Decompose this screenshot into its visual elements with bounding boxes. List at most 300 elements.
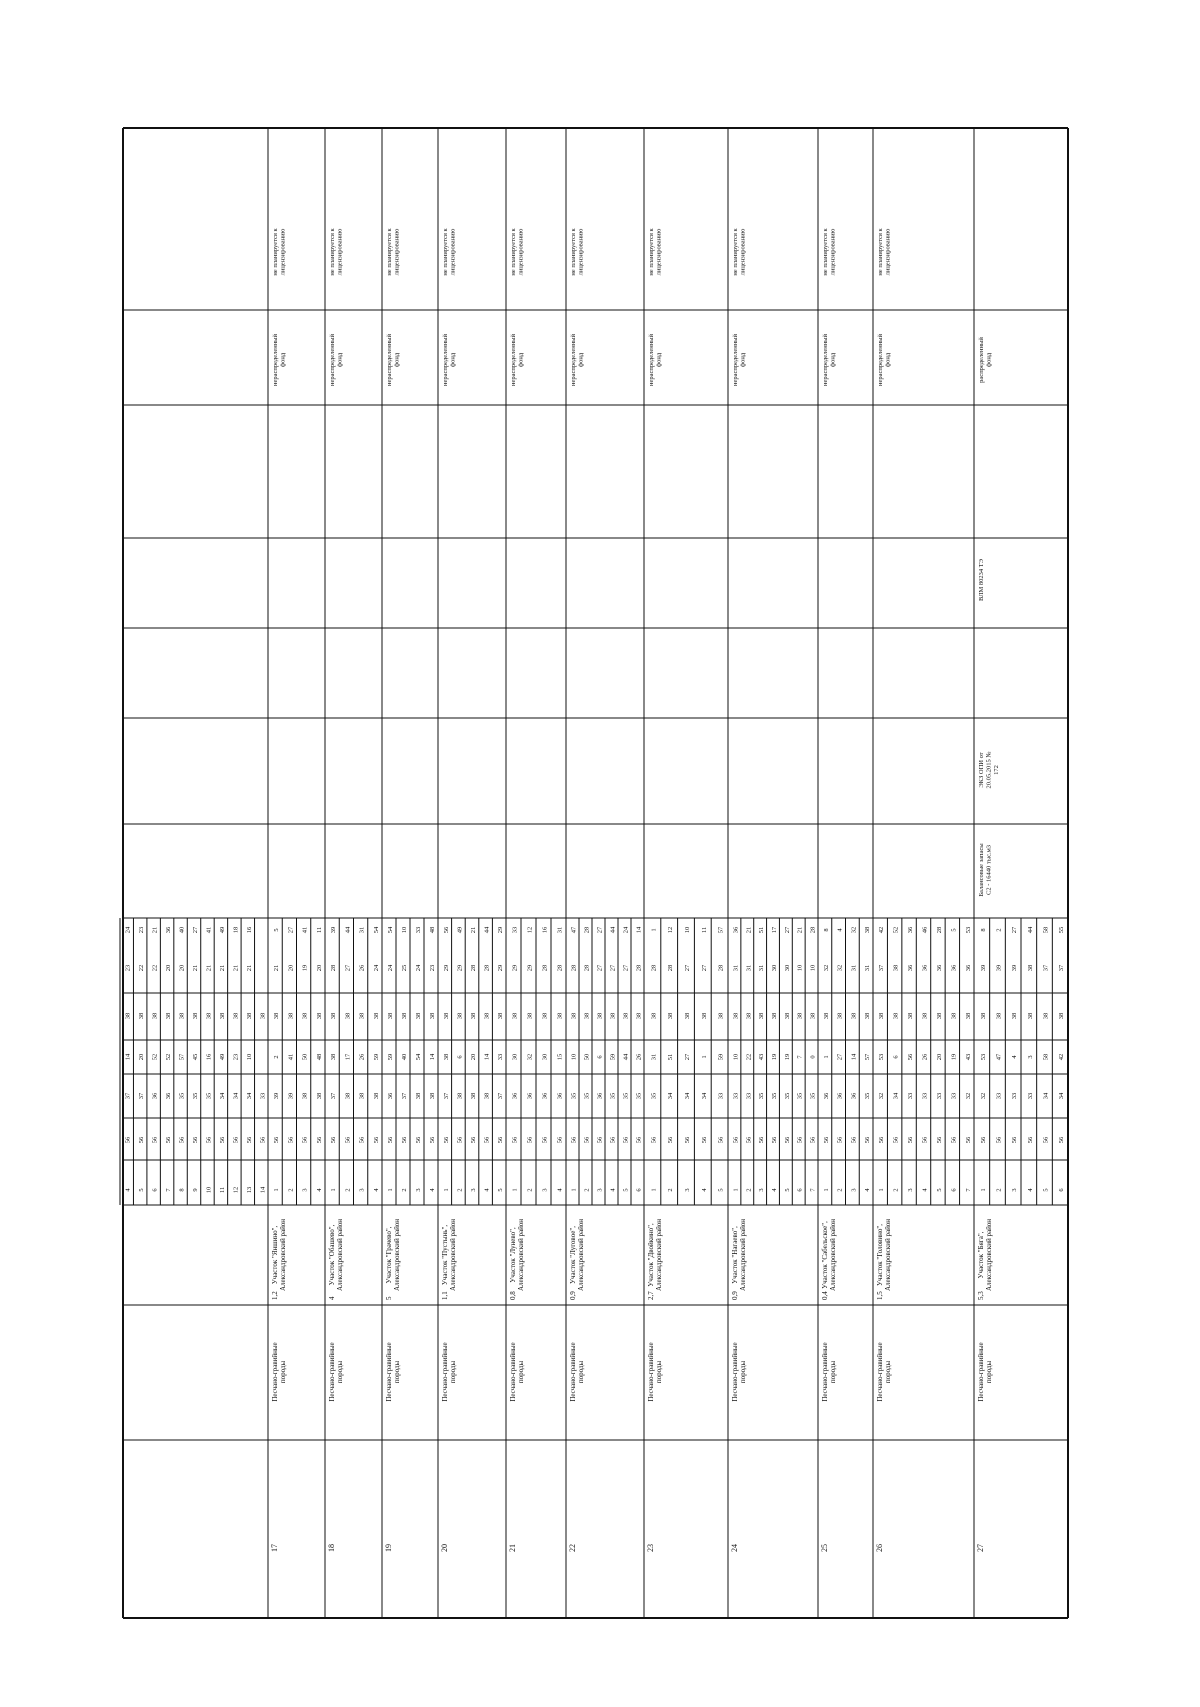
section-number: 21 <box>508 1544 517 1552</box>
section-26-cell-a: 56 <box>907 1136 915 1144</box>
reserves-value: 4 <box>328 1296 336 1300</box>
section-19-cell-b: 37 <box>401 1092 408 1100</box>
section-22-cell-f: 47 <box>570 926 578 934</box>
section-24-cell-n: 5 <box>783 1188 791 1192</box>
prev-section-cell-a: 56 <box>245 1136 253 1144</box>
section-22-cell-b: 35 <box>609 1092 617 1100</box>
section-20-cell-f: 44 <box>483 926 491 934</box>
section-21-cell-e: 29 <box>511 964 519 972</box>
section-26-cell-b: 32 <box>964 1092 972 1100</box>
section-19-cell-b: 36 <box>387 1092 394 1100</box>
section-24-cell-e: 31 <box>758 964 766 972</box>
prev-section-cell-c: 45 <box>192 1053 199 1061</box>
prev-section-cell-b: 35 <box>192 1092 199 1100</box>
section-20-cell-a: 56 <box>442 1136 450 1144</box>
section-24-cell-c: 0 <box>809 1055 817 1059</box>
section-27-cell-d: 38 <box>1026 1012 1034 1020</box>
section-18-cell-c: 26 <box>358 1053 366 1061</box>
section-27-cell-b: 32 <box>979 1092 987 1100</box>
section-24-cell-c: 10 <box>732 1053 740 1061</box>
section-26-cell-f: 42 <box>878 926 886 934</box>
rock-type: Песчано-гравийныепороды <box>977 1342 994 1402</box>
reserves-value: 1,5 <box>876 1291 884 1300</box>
section-23-cell-n: 2 <box>667 1188 675 1192</box>
section-20-cell-n: 3 <box>470 1188 477 1192</box>
section-24-cell-a: 56 <box>796 1136 804 1144</box>
section-21-cell-c: 30 <box>511 1053 519 1061</box>
section-22-cell-n: 3 <box>596 1188 604 1192</box>
section-20-cell-e: 29 <box>497 964 505 972</box>
section-20-cell-e: 28 <box>483 964 491 972</box>
section-24-cell-e: 10 <box>809 964 817 972</box>
section-24-cell-n: 7 <box>809 1188 817 1192</box>
section-26-cell-e: 37 <box>878 964 886 972</box>
section-20-cell-a: 56 <box>470 1136 477 1144</box>
section-19-cell-f: 33 <box>415 926 422 934</box>
section-number: 25 <box>820 1544 829 1552</box>
section-24-cell-n: 2 <box>745 1188 753 1192</box>
licensing-plan: не планируется клицензированию <box>272 228 287 276</box>
section-21-cell-f: 16 <box>541 926 549 934</box>
section-22-cell-b: 35 <box>635 1092 643 1100</box>
section-21-cell-f: 12 <box>526 926 534 934</box>
prev-section-cell-d: 38 <box>165 1012 173 1020</box>
prev-section-cell-e: 22 <box>138 964 146 972</box>
section-20-cell-n: 4 <box>483 1188 491 1192</box>
section-22-cell-e: 28 <box>583 964 591 972</box>
section-21-cell-c: 30 <box>541 1053 549 1061</box>
prev-section-cell-d: 38 <box>178 1012 186 1020</box>
section-24-cell-d: 38 <box>758 1012 766 1020</box>
prev-section-cell-n: 13 <box>245 1186 253 1194</box>
section-27-cell-b: 33 <box>995 1092 1003 1100</box>
section-26-cell-e: 36 <box>935 964 943 972</box>
section-24-cell-f: 28 <box>809 926 817 934</box>
section-27-cell-e: 37 <box>1042 964 1050 972</box>
section-22-cell-c: 6 <box>596 1055 604 1059</box>
section-19-cell-d: 38 <box>401 1012 408 1020</box>
section-24-cell-b: 35 <box>758 1092 766 1100</box>
section-22-cell-c: 44 <box>622 1053 630 1061</box>
section-25-cell-b: 36 <box>836 1092 844 1100</box>
section-27-cell-b: 34 <box>1058 1092 1066 1100</box>
section-19-cell-c: 14 <box>429 1053 436 1061</box>
section-21-cell-e: 28 <box>541 964 549 972</box>
section-20-cell-e: 29 <box>456 964 464 972</box>
section-26-cell-d: 38 <box>921 1012 929 1020</box>
section-25-cell-n: 2 <box>836 1188 844 1192</box>
prev-section-cell-d: 38 <box>245 1012 253 1020</box>
rock-type: Песчано-гравийныепороды <box>509 1342 526 1402</box>
section-number: 20 <box>440 1544 449 1552</box>
section-22-cell-f: 28 <box>583 926 591 934</box>
section-26-cell-d: 38 <box>935 1012 943 1020</box>
site-name: Участок "Обашево",Александровский район <box>328 1218 345 1292</box>
section-25-cell-b: 35 <box>864 1092 872 1100</box>
section-23-cell-f: 57 <box>717 926 725 934</box>
prev-section-cell-e: 21 <box>218 964 226 972</box>
section-26-cell-n: 4 <box>921 1188 929 1192</box>
section-22-cell-a: 56 <box>635 1136 643 1144</box>
section-24-cell-d: 38 <box>732 1012 740 1020</box>
section-26-cell-f: 46 <box>921 926 929 934</box>
section-20-cell-n: 2 <box>456 1188 464 1192</box>
reserves-value: 5 <box>385 1296 393 1300</box>
section-19-cell-n: 2 <box>401 1188 408 1192</box>
section-18-cell-e: 27 <box>344 964 352 972</box>
section-20-cell-b: 38 <box>483 1092 491 1100</box>
section-23-cell-e: 28 <box>650 964 658 972</box>
section-24-cell-c: 7 <box>796 1055 804 1059</box>
section-19-cell-e: 25 <box>401 964 408 972</box>
section-21-cell-a: 56 <box>511 1136 519 1144</box>
prev-section-cell-b: 33 <box>259 1092 267 1100</box>
section-27-cell-f: 44 <box>1026 926 1034 934</box>
prev-section-cell-c: 52 <box>165 1053 173 1061</box>
section-24-cell-a: 56 <box>732 1136 740 1144</box>
section-23-cell-e: 28 <box>667 964 675 972</box>
section-26-cell-a: 56 <box>892 1136 900 1144</box>
section-22-cell-e: 27 <box>622 964 630 972</box>
section-20-cell-c: 20 <box>470 1053 477 1061</box>
section-18-cell-n: 4 <box>372 1188 380 1192</box>
reserves-value: 1,2 <box>271 1291 279 1300</box>
section-27-cell-e: 39 <box>1011 964 1019 972</box>
section-19-cell-a: 56 <box>387 1136 394 1144</box>
section-23-cell-b: 34 <box>667 1092 675 1100</box>
section-26-cell-f: 36 <box>907 926 915 934</box>
prev-section-cell-n: 4 <box>124 1188 132 1192</box>
section-24-cell-a: 56 <box>771 1136 778 1144</box>
section-18-cell-d: 38 <box>372 1012 380 1020</box>
prev-section-cell-d: 38 <box>151 1012 159 1020</box>
section-17-cell-n: 3 <box>301 1188 309 1192</box>
section-18-cell-f: 31 <box>358 926 366 934</box>
section-17-cell-n: 4 <box>315 1188 323 1192</box>
prev-section-cell-a: 56 <box>218 1136 226 1144</box>
section-24-cell-n: 1 <box>732 1188 740 1192</box>
prev-section-cell-f: 24 <box>124 926 132 934</box>
section-17-cell-n: 1 <box>273 1188 281 1192</box>
section-26-cell-c: 20 <box>935 1053 943 1061</box>
section-22-cell-b: 35 <box>583 1092 591 1100</box>
section-23-cell-d: 38 <box>650 1012 658 1020</box>
section-17-cell-b: 38 <box>315 1092 323 1100</box>
section-27-cell-f: 27 <box>1011 926 1019 934</box>
section-27-cell-c: 4 <box>1011 1055 1019 1059</box>
section-27-cell-n: 3 <box>1011 1188 1019 1192</box>
prev-section-cell-d: 38 <box>138 1012 146 1020</box>
prev-section-cell-n: 12 <box>232 1186 240 1194</box>
prev-section-cell-b: 35 <box>205 1092 213 1100</box>
prev-section-cell-d: 38 <box>218 1012 226 1020</box>
section-26-cell-a: 56 <box>935 1136 943 1144</box>
section-20-cell-e: 28 <box>470 964 477 972</box>
prev-section-cell-b: 36 <box>151 1092 159 1100</box>
licensing-plan: не планируется клицензированию <box>648 228 663 276</box>
section-27-cell-d: 38 <box>1042 1012 1050 1020</box>
section-24-cell-b: 33 <box>745 1092 753 1100</box>
balance-reserves: Балансовые запасыС2 - 16440 тыс.м3 <box>978 843 993 897</box>
prev-section-cell-c: 49 <box>218 1053 226 1061</box>
section-19-cell-b: 38 <box>429 1092 436 1100</box>
section-19-cell-n: 1 <box>387 1188 394 1192</box>
section-19-cell-f: 54 <box>387 926 394 934</box>
section-24-cell-e: 31 <box>732 964 740 972</box>
section-17-cell-n: 2 <box>287 1188 295 1192</box>
rock-type: Песчано-гравийныепороды <box>647 1342 664 1402</box>
section-26-cell-c: 19 <box>950 1053 958 1061</box>
section-24-cell-f: 36 <box>732 926 740 934</box>
licensing-plan: не планируется клицензированию <box>442 228 457 276</box>
section-24-cell-e: 10 <box>796 964 804 972</box>
prev-section-cell-e: 22 <box>151 964 159 972</box>
section-18-cell-b: 38 <box>344 1092 352 1100</box>
section-24-cell-d: 38 <box>783 1012 791 1020</box>
section-18-cell-a: 56 <box>330 1136 338 1144</box>
section-27-cell-n: 6 <box>1058 1188 1066 1192</box>
section-24-cell-c: 22 <box>745 1053 753 1061</box>
section-20-cell-f: 21 <box>470 926 477 934</box>
section-25-cell-c: 1 <box>822 1055 830 1059</box>
section-17-cell-b: 39 <box>273 1092 281 1100</box>
section-26-cell-n: 1 <box>878 1188 886 1192</box>
site-name: Участок "Лунево",Александровский район <box>509 1218 526 1292</box>
section-27-cell-c: 47 <box>995 1053 1003 1061</box>
section-number: 17 <box>270 1544 279 1552</box>
section-26-cell-f: 5 <box>950 928 958 932</box>
section-21-cell-e: 29 <box>526 964 534 972</box>
reserves-value: 2,7 <box>647 1291 655 1300</box>
section-18-cell-f: 54 <box>372 926 380 934</box>
section-26-cell-e: 36 <box>950 964 958 972</box>
prev-section-cell-a: 56 <box>192 1136 199 1144</box>
prev-section-cell-c: 52 <box>151 1053 159 1061</box>
section-26-cell-f: 53 <box>964 926 972 934</box>
section-18-cell-b: 37 <box>330 1092 338 1100</box>
section-18-cell-a: 56 <box>372 1136 380 1144</box>
section-24-cell-a: 56 <box>758 1136 766 1144</box>
section-17-cell-f: 11 <box>315 926 323 934</box>
site-name: Участок "Пустынь",Александровский район <box>441 1218 458 1292</box>
section-26-cell-e: 36 <box>964 964 972 972</box>
fund-status: нераспределенныйфонд <box>329 333 344 387</box>
site-name: Участок "Бяга",Александровский район <box>977 1218 994 1292</box>
prev-section-cell-c: 20 <box>138 1053 146 1061</box>
prev-section-cell-f: 18 <box>232 926 240 934</box>
section-25-cell-f: 8 <box>822 928 830 932</box>
section-17-cell-f: 41 <box>301 926 309 934</box>
section-23-cell-a: 56 <box>717 1136 725 1144</box>
section-20-cell-f: 29 <box>497 926 505 934</box>
section-number: 24 <box>730 1544 739 1552</box>
section-24-cell-c: 19 <box>783 1053 791 1061</box>
section-26-cell-b: 32 <box>878 1092 886 1100</box>
site-name: Участок "Нагаево",Александровский район <box>731 1218 748 1292</box>
section-23-cell-c: 1 <box>700 1055 708 1059</box>
section-19-cell-f: 10 <box>401 926 408 934</box>
section-26-cell-a: 56 <box>921 1136 929 1144</box>
section-17-cell-f: 5 <box>273 928 281 932</box>
prev-section-cell-f: 49 <box>218 926 226 934</box>
section-21-cell-b: 36 <box>541 1092 549 1100</box>
section-26-cell-c: 6 <box>892 1055 900 1059</box>
prev-section-cell-d: 38 <box>124 1012 132 1020</box>
section-27-cell-e: 37 <box>1058 964 1066 972</box>
section-26-cell-n: 3 <box>907 1188 915 1192</box>
section-19-cell-f: 48 <box>429 926 436 934</box>
section-25-cell-e: 32 <box>822 964 830 972</box>
section-23-cell-c: 31 <box>650 1053 658 1061</box>
section-23-cell-b: 35 <box>650 1092 658 1100</box>
section-25-cell-f: 38 <box>864 926 872 934</box>
reserves-value: 0,8 <box>509 1291 517 1300</box>
prev-section-cell-c: 10 <box>245 1053 253 1061</box>
section-19-cell-a: 56 <box>429 1136 436 1144</box>
section-26-cell-a: 56 <box>950 1136 958 1144</box>
section-24-cell-f: 17 <box>771 926 778 934</box>
rock-type: Песчано-гравийныепороды <box>876 1342 893 1402</box>
section-22-cell-e: 28 <box>570 964 578 972</box>
section-27-cell-c: 53 <box>979 1053 987 1061</box>
section-27-cell-b: 34 <box>1042 1092 1050 1100</box>
section-26-cell-d: 38 <box>878 1012 886 1020</box>
section-24-cell-a: 56 <box>809 1136 817 1144</box>
licensing-plan: не планируется клицензированию <box>570 228 585 276</box>
section-18-cell-d: 38 <box>344 1012 352 1020</box>
section-19-cell-n: 3 <box>415 1188 422 1192</box>
section-23-cell-b: 34 <box>684 1092 691 1100</box>
section-22-cell-d: 38 <box>583 1012 591 1020</box>
fund-status: нераспределенныйфонд <box>442 333 457 387</box>
section-number: 26 <box>875 1544 884 1552</box>
section-23-cell-d: 38 <box>717 1012 725 1020</box>
prev-section-cell-a: 56 <box>232 1136 240 1144</box>
prev-section-cell-a: 56 <box>178 1136 186 1144</box>
section-27-cell-c: 3 <box>1026 1055 1034 1059</box>
licensing-plan: не планируется клицензированию <box>386 228 401 276</box>
prev-section-cell-f: 36 <box>165 926 173 934</box>
prev-section-cell-b: 37 <box>124 1092 132 1100</box>
prev-section-cell-d: 38 <box>232 1012 240 1020</box>
section-18-cell-e: 24 <box>372 964 380 972</box>
section-19-cell-d: 38 <box>387 1012 394 1020</box>
fund-status: нераспределенныйфонд <box>272 333 287 387</box>
licensing-plan: не планируется клицензированию <box>732 228 747 276</box>
section-24-cell-f: 21 <box>796 926 804 934</box>
prev-section-cell-b: 34 <box>245 1092 253 1100</box>
section-21-cell-f: 33 <box>511 926 519 934</box>
section-20-cell-b: 38 <box>470 1092 477 1100</box>
section-19-cell-d: 38 <box>415 1012 422 1020</box>
reserves-value: 0,4 <box>821 1291 829 1300</box>
section-24-cell-a: 56 <box>745 1136 753 1144</box>
section-20-cell-b: 37 <box>442 1092 450 1100</box>
section-18-cell-n: 2 <box>344 1188 352 1192</box>
section-23-cell-f: 11 <box>700 926 708 934</box>
section-18-cell-a: 56 <box>344 1136 352 1144</box>
section-26-cell-a: 56 <box>878 1136 886 1144</box>
section-26-cell-b: 33 <box>907 1092 915 1100</box>
rock-type: Песчано-гравийныепороды <box>328 1342 345 1402</box>
section-17-cell-d: 38 <box>301 1012 309 1020</box>
prev-section-cell-n: 14 <box>259 1186 267 1194</box>
section-22-cell-c: 26 <box>635 1053 643 1061</box>
rock-type: Песчано-гравийныепороды <box>441 1342 458 1402</box>
prev-section-cell-a: 56 <box>259 1136 267 1144</box>
section-27-cell-d: 38 <box>1011 1012 1019 1020</box>
section-20-cell-n: 1 <box>442 1188 450 1192</box>
section-18-cell-f: 39 <box>330 926 338 934</box>
fund-status: распределенныйфонд <box>978 337 993 383</box>
section-26-cell-b: 33 <box>921 1092 929 1100</box>
section-26-cell-c: 53 <box>878 1053 886 1061</box>
section-21-cell-c: 32 <box>526 1053 534 1061</box>
section-27-cell-a: 56 <box>1026 1136 1034 1144</box>
section-25-cell-n: 3 <box>850 1188 858 1192</box>
section-27-cell-b: 33 <box>1026 1092 1034 1100</box>
prev-section-cell-f: 21 <box>151 926 159 934</box>
section-20-cell-d: 38 <box>456 1012 464 1020</box>
section-22-cell-d: 38 <box>570 1012 578 1020</box>
table-text <box>125 227 1065 1552</box>
section-22-cell-d: 38 <box>596 1012 604 1020</box>
rock-type: Песчано-гравийныепороды <box>731 1342 748 1402</box>
section-23-cell-d: 38 <box>700 1012 708 1020</box>
section-26-cell-e: 38 <box>892 964 900 972</box>
section-23-cell-b: 34 <box>700 1092 708 1100</box>
section-20-cell-b: 38 <box>456 1092 464 1100</box>
section-24-cell-b: 35 <box>783 1092 791 1100</box>
section-20-cell-c: 38 <box>442 1053 450 1061</box>
section-21-cell-n: 2 <box>526 1188 534 1192</box>
fund-status: нераспределенныйфонд <box>510 333 525 387</box>
section-19-cell-n: 4 <box>429 1188 436 1192</box>
rock-type: Песчано-гравийныепороды <box>569 1342 586 1402</box>
section-17-cell-e: 21 <box>273 964 281 972</box>
section-22-cell-f: 24 <box>622 926 630 934</box>
license-number: ВЛМ 80234 ТЭ <box>978 558 985 602</box>
section-20-cell-a: 56 <box>497 1136 505 1144</box>
section-25-cell-a: 56 <box>836 1136 844 1144</box>
section-18-cell-n: 1 <box>330 1188 338 1192</box>
section-17-cell-a: 56 <box>301 1136 309 1144</box>
section-20-cell-c: 6 <box>456 1055 464 1059</box>
section-27-cell-f: 8 <box>979 928 987 932</box>
section-22-cell-c: 59 <box>609 1053 617 1061</box>
section-19-cell-e: 24 <box>415 964 422 972</box>
section-23-cell-a: 56 <box>684 1136 691 1144</box>
section-24-cell-n: 6 <box>796 1188 804 1192</box>
prev-section-cell-f: 27 <box>192 926 199 934</box>
section-24-cell-n: 3 <box>758 1188 766 1192</box>
section-24-cell-b: 35 <box>771 1092 778 1100</box>
section-22-cell-a: 56 <box>583 1136 591 1144</box>
section-17-cell-c: 41 <box>287 1053 295 1061</box>
prev-section-cell-e: 21 <box>192 964 199 972</box>
section-20-cell-c: 33 <box>497 1053 505 1061</box>
section-19-cell-e: 23 <box>429 964 436 972</box>
section-26-cell-e: 36 <box>907 964 915 972</box>
section-24-cell-b: 35 <box>796 1092 804 1100</box>
section-25-cell-c: 57 <box>864 1053 872 1061</box>
section-17-cell-f: 27 <box>287 926 295 934</box>
section-27-cell-d: 38 <box>995 1012 1003 1020</box>
section-20-cell-n: 5 <box>497 1188 505 1192</box>
section-25-cell-d: 38 <box>850 1012 858 1020</box>
section-17-cell-c: 50 <box>301 1053 309 1061</box>
prev-section-cell-c: 23 <box>232 1053 240 1061</box>
